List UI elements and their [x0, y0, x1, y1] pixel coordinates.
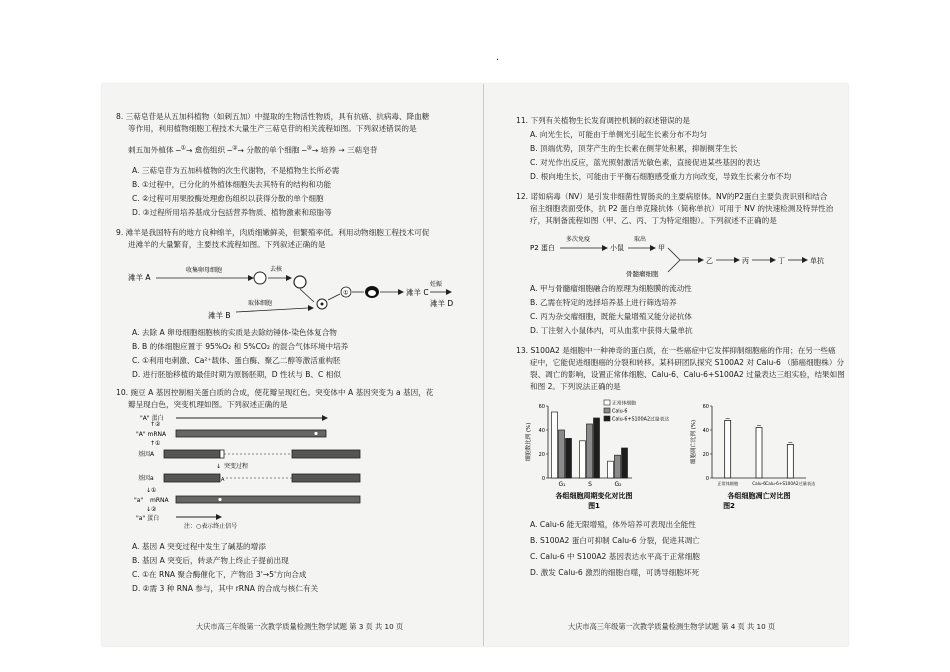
arrow-up-2: ↑①	[150, 440, 161, 447]
flow-step-arrow: ─①→	[175, 144, 193, 155]
q12-stem-line1: 12. 诺如病毒（NV）是引发非细菌性胃肠炎的主要病原体。NV的P2蛋白主要负责识别和结合	[516, 192, 828, 201]
q8-option-a: A. 三萜皂苷为五加科植物的次生代谢物，不是植物生长所必需	[132, 166, 340, 175]
right-footer: 大庆市高三年级第一次教学质量检测生物学试题 第 4 页 共 10 页	[568, 622, 776, 632]
fig2-ytick-label: 0	[705, 476, 709, 482]
label-ding: 丁	[778, 257, 785, 265]
arrowhead	[770, 257, 776, 263]
q10-option-c: C. ①在 RNA 聚合酶催化下，产物沿 3'→5'方向合成	[132, 570, 307, 579]
q10-diagram	[132, 412, 372, 530]
q13-option-b: B. S100A2 蛋白可抑制 Calu-6 分裂，促进其凋亡	[530, 536, 700, 545]
fig1-bar-2-2	[622, 448, 628, 478]
label-remove: 去核	[270, 266, 283, 273]
flow-step-arrow: ─②→	[227, 144, 244, 155]
label-mab: 单抗	[810, 257, 824, 265]
label-take: 取体细胞	[248, 300, 273, 307]
q8-flow	[128, 144, 377, 156]
label-immune: 多次免疫	[566, 236, 591, 243]
arrowhead	[286, 275, 292, 281]
label-a-mrna: "A" mRNA	[136, 431, 167, 438]
q13-option-d: D. 激发 Calu-6 激烈的细胞自噬，可诱导细胞坏死	[530, 568, 700, 577]
arrow-fuse-2	[668, 260, 680, 272]
arrow-merge	[300, 289, 314, 302]
fig2-ytick-label: 20	[702, 452, 709, 458]
flow-step-3: ③	[306, 144, 312, 151]
left-page	[102, 84, 474, 646]
fig1-xtick-label: G₁	[558, 481, 566, 488]
q9-stem-line1: 9. 滩羊是我国特有的地方良种绵羊，肉质细嫩鲜美，但繁殖率低。利用动物细胞工程技术可促	[116, 228, 430, 237]
label-gene-a-small: 基因a	[138, 475, 154, 482]
a-mrna-bar	[176, 430, 326, 437]
arrow-up-1: ↑②	[150, 421, 161, 428]
fig1-ytick-label: 20	[538, 452, 545, 458]
fig2-ytick-label: 60	[702, 404, 709, 410]
blastocoel-icon	[368, 290, 376, 296]
gene-a-site	[220, 450, 224, 458]
left-footer: 大庆市高三年级第一次教学质量检测生物学试题 第 3 页 共 10 页	[196, 622, 404, 632]
q9-option-c: C. ①利用电刺激、Ca²⁺载体、蛋白酶、聚乙二醇等激活重构胚	[132, 356, 341, 365]
q12-svg	[530, 230, 830, 280]
q8-option-d: D. ③过程所用培养基成分包括营养物质、植物激素和琼脂等	[132, 208, 332, 217]
label-mouse: 小鼠	[610, 244, 624, 252]
fig1-bar-1-2	[594, 418, 600, 478]
arrowhead	[446, 289, 452, 295]
label-gene-a-big: 基因A	[138, 451, 155, 458]
fig1-bar-1-1	[587, 424, 593, 478]
fig1-ytick-label: 0	[541, 476, 545, 482]
arrowhead	[602, 245, 608, 251]
a-small-mrna-bar	[176, 496, 360, 503]
fig1-bar-1-0	[580, 441, 586, 478]
q8-option-b: B. ①过程中，已分化的外植体细胞失去其特有的结构和功能	[132, 180, 332, 189]
page-dot: .	[496, 52, 500, 63]
q12-option-a: A. 甲与骨髓瘤细胞融合的原理为细胞膜的流动性	[530, 284, 692, 293]
arrowhead	[698, 257, 704, 263]
q9-option-d: D. 进行胚胎移植的最佳时期为原肠胚期，D 性状与 B、C 相似	[132, 370, 341, 379]
gene-a2-site-label: A	[221, 477, 225, 483]
fig1-xtick-label: G₂	[614, 481, 622, 488]
arrowhead	[398, 289, 404, 295]
gene-a2-right-segment	[292, 474, 360, 482]
fig2-bar-0	[725, 420, 731, 478]
fig2-ytick-label: 40	[702, 428, 709, 434]
fig1-ytick-label: 60	[538, 404, 545, 410]
arrow-somatic	[236, 308, 308, 312]
label-sheep-d: 滩羊 D	[430, 299, 454, 308]
q11-stem: 11. 下列有关植物生长发育调控机制的叙述错误的是	[516, 116, 690, 125]
figure1-svg	[520, 396, 690, 512]
q10-svg	[132, 412, 372, 530]
fig1-legend-label: Calu-6	[612, 409, 628, 415]
q8-option-c: C. ②过程可用果胶酶处理愈伤组织以获得分散的单个细胞	[132, 194, 324, 203]
nucleus-icon	[321, 303, 324, 306]
fig1-legend-label: Calu-6+S100A2过量表达	[612, 417, 670, 423]
q11-option-d: D. 根向地生长，可能由于平衡石细胞感受重力方向改变，导致生长素分布不均	[530, 172, 792, 181]
label-note: 注：○表示终止信号	[184, 523, 238, 530]
q13-stem-line3: 裂、凋亡的影响，设置正常体细胞、Calu-6、Calu-6+S100A2 过量表达三组实验，结果如图	[530, 370, 845, 379]
label-p2: P2 蛋白	[530, 244, 555, 252]
flow-saponin: 三萜皂苷	[347, 145, 378, 155]
arrow-fuse-1	[668, 248, 680, 260]
q11-option-c: C. 对光作出反应，蓝光照射激活光敏色素，直接促进某些基因的表达	[530, 158, 761, 167]
arrowhead	[734, 257, 740, 263]
arrowhead	[802, 257, 808, 263]
label-bing: 丙	[742, 257, 749, 265]
q13-stem-line4: 和图 2。下列说法正确的是	[530, 382, 621, 391]
fig1-xtick-label: S	[588, 481, 592, 488]
q12-stem-line2: 宿主细胞表面受体，抗 P2 蛋白单克隆抗体（简称单抗）可用于 NV 的快速检测及特异性治	[530, 204, 834, 213]
label-jia: 甲	[658, 244, 665, 252]
q11-option-b: B. 顶端优势，顶芽产生的生长素在侧芽处积累，抑制侧芽生长	[530, 144, 738, 153]
enucleated-oocyte-icon	[294, 276, 306, 288]
q11-option-a: A. 向光生长，可能由于单侧光引起生长素分布不均匀	[530, 130, 707, 139]
arrowhead	[216, 514, 222, 520]
arrowhead	[248, 275, 254, 281]
flow-step-2: ②	[232, 144, 238, 151]
fig1-title: 各组细胞周期变化对比图	[555, 492, 633, 500]
gene-a-left-segment	[164, 450, 220, 458]
label-mrna: mRNA	[150, 497, 169, 504]
fig1-legend-swatch	[604, 400, 610, 405]
q12-stem-line3: 疗，其制备流程如图（甲、乙、丙、丁为特定细胞）。下列叙述不正确的是	[530, 216, 777, 225]
fig1-ytick-label: 40	[538, 428, 545, 434]
fig1-bar-0-2	[566, 438, 572, 478]
label-a-small-mrna: "a"	[134, 497, 144, 504]
fig1-legend-label: 正常体细胞	[612, 401, 636, 407]
label-myeloma: 骨髓瘤细胞	[626, 270, 659, 278]
scanned-exam-sheet	[102, 84, 848, 646]
q9-diagram	[128, 252, 468, 322]
fig2-bar-1	[756, 428, 762, 478]
q9-svg	[128, 252, 468, 322]
figure2	[686, 396, 848, 512]
fig1-ylabel: 细胞数比例 (%)	[526, 422, 532, 462]
label-take: 取出	[634, 236, 647, 243]
flow-step-arrow: ─③→	[301, 144, 319, 155]
label-a-protein: "A" 蛋白	[140, 415, 164, 422]
label-collect: 收集卵母细胞	[186, 267, 223, 274]
fig2-caption: 图2	[723, 502, 735, 510]
fig2-title: 各组细胞凋亡对比图	[727, 492, 791, 500]
arrow-activate	[328, 294, 340, 300]
fig1-bar-0-0	[552, 412, 558, 478]
label-sheep-c: 滩羊 C	[406, 288, 429, 297]
page-divider	[483, 84, 484, 646]
gene-a2-left-segment	[164, 474, 220, 482]
q9-option-b: B. B 的体细胞应置于 95%O₂ 和 5%CO₂ 的混合气体环境中培养	[132, 342, 349, 351]
figure1	[520, 396, 690, 512]
q12-option-d: D. 丁注射入小鼠体内，可从血浆中获得大量单抗	[530, 326, 693, 335]
arrowhead	[650, 245, 656, 251]
flow-single-cells: 分散的单个细胞	[246, 145, 300, 155]
label-pregnancy: 妊娠	[430, 281, 443, 288]
fig1-bar-0-1	[559, 430, 565, 478]
q9-stem-line2: 进滩羊的大量繁育，主要技术流程如图。下列叙述正确的是	[128, 240, 326, 249]
flow-step-1: ①	[180, 144, 186, 151]
gene-a-right-segment	[292, 450, 360, 458]
right-page	[490, 84, 848, 646]
flow-culture: 培养	[320, 145, 336, 155]
flow-arrow: →	[338, 145, 345, 155]
fig2-xtick-label: 正常体细胞	[717, 481, 739, 486]
q13-stem-line2: 症中，它能促进细胞癌的分裂和转移。某科研团队探究 S100A2 对 Calu-6 （肺癌细胞株）分	[530, 358, 845, 367]
label-step-1: ①	[343, 289, 349, 297]
q10-option-b: B. 基因 A 突变后，转录产物上终止子提前出现	[132, 556, 289, 565]
arrow-down-4: ↓②	[146, 506, 157, 513]
q10-stem-line1: 10. 豌豆 A 基因控制相关蛋白质的合成，使花瓣呈现红色。突变体中 A 基因突变为 a 基因，花	[116, 388, 434, 397]
q12-option-c: C. 丙为杂交瘤细胞，既能大量增殖又能分泌抗体	[530, 312, 693, 321]
flow-explant: 刺五加外植体	[128, 145, 174, 155]
flow-callus: 愈伤组织	[194, 145, 226, 155]
q12-option-b: B. 乙需在特定的选择培养基上进行筛选培养	[530, 298, 677, 307]
q10-option-a: A. 基因 A 突变过程中发生了碱基的增添	[132, 542, 266, 551]
fig1-legend-swatch	[604, 416, 610, 421]
arrowhead	[322, 415, 328, 421]
q10-option-d: D. ②需 3 种 RNA 参与，其中 rRNA 的合成与核仁有关	[132, 584, 319, 593]
label-a-small-protein: "a" 蛋白	[136, 515, 160, 522]
label-yi: 乙	[706, 257, 713, 265]
stop-signal-early-icon	[218, 498, 221, 501]
q10-stem-line2: 瓣呈现白色，突变机理如图。下列叙述正确的是	[128, 400, 288, 409]
fig1-caption: 图1	[588, 502, 600, 510]
label-sheep-b: 滩羊 B	[208, 311, 231, 320]
fig1-legend-swatch	[604, 408, 610, 413]
fig2-xtick-label: Calu-6	[752, 481, 766, 486]
label-mutation: 突变过程	[224, 463, 249, 470]
label-sheep-a: 滩羊 A	[128, 273, 151, 282]
figure2-svg	[686, 396, 848, 512]
q13-option-c: C. Calu-6 中 S100A2 基因表达水平高于正常细胞	[530, 552, 700, 561]
q13-stem-line1: 13. S100A2 是细胞中一种神奇的蛋白质，在一些癌症中它发挥抑制细胞癌的作用；在另一些癌	[516, 346, 836, 355]
q13-option-a: A. Calu-6 能无限增殖，体外培养可表现出全能性	[530, 520, 696, 529]
fig1-bar-2-0	[608, 461, 614, 478]
q9-option-a: A. 去除 A 卵母细胞细胞核的实质是去除纺锤体-染色体复合物	[132, 328, 337, 337]
arrowhead	[308, 305, 314, 311]
fig2-bar-2	[787, 444, 793, 478]
fig2-xtick-label: Calu-6+S100A2过量表达	[765, 481, 816, 486]
stop-signal-icon	[314, 432, 317, 435]
arrow-down-3: ↓①	[146, 487, 157, 494]
q8-stem-line2: 等作用，利用植物细胞工程技术大量生产三萜皂苷的相关流程如图。下列叙述错误的是	[128, 124, 417, 133]
fig2-ylabel: 细胞凋亡比例 (%)	[691, 419, 697, 465]
q12-diagram	[530, 230, 830, 280]
q8-stem-line1: 8. 三萜皂苷是从五加科植物（如刺五加）中提取的生物活性物质，具有抗癌、抗病毒、降血糖	[116, 112, 430, 121]
arrow-down-mutation: ↓	[216, 463, 222, 470]
fig1-bar-2-1	[615, 455, 621, 478]
oocyte-icon	[254, 272, 266, 284]
